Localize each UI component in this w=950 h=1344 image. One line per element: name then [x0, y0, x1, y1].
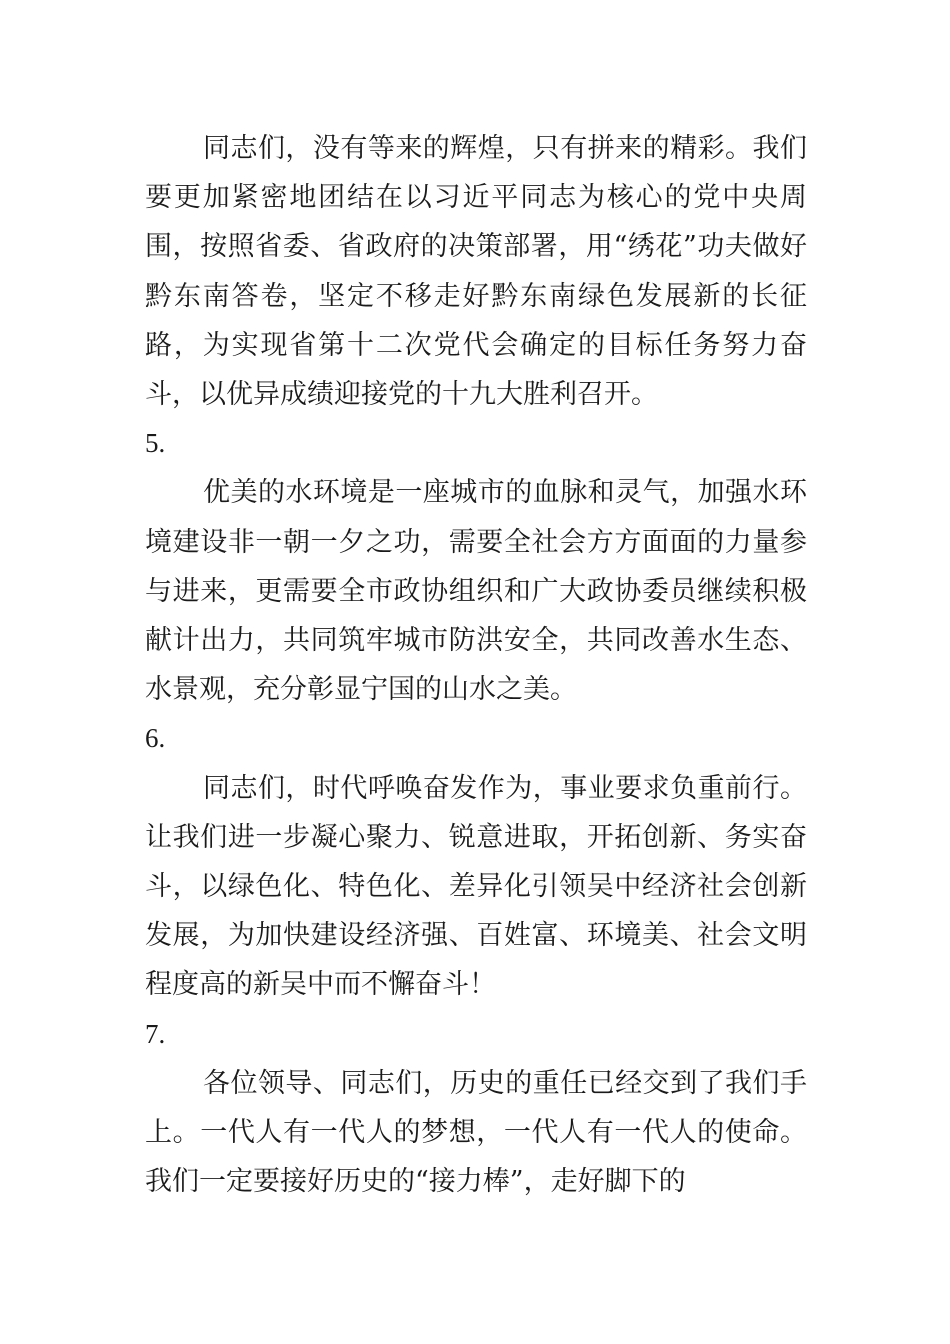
paragraph-closing-qiandongnan: 同志们，没有等来的辉煌，只有拼来的精彩。我们要更加紧密地团结在以习近平同志为核心的党中央周围，按照省委、省政府的决策部署，用“绣花”功夫做好黔东南答卷，坚定不移走好黔东南绿色发展新的长征路，为实现省第十二次党代会确定的目标任务努力奋斗，以优异成绩迎接党的十九大胜利召开。 [145, 133, 807, 411]
section-number-5: 5. [145, 428, 166, 459]
paragraph-wuzhong-development: 同志们，时代呼唤奋发作为，事业要求负重前行。让我们进一步凝心聚力、锐意进取，开拓创新、务实奋斗，以绿色化、特色化、差异化引领吴中经济社会创新发展，为加快建设经济强、百姓富、环境美、社会文明程度高的新吴中而不懈奋斗！ [145, 772, 807, 1001]
document-page [145, 124, 807, 1206]
paragraph-water-environment: 优美的水环境是一座城市的血脉和灵气，加强水环境建设非一朝一夕之功，需要全社会方方面面的力量参与进来，更需要全市政协组织和广大政协委员继续积极献计出力，共同筑牢城市防洪安全，共同改善水生态、水景观，充分彰显宁国的山水之美。 [145, 477, 807, 706]
section-number-6: 6. [145, 723, 166, 754]
paragraph-historical-mission: 各位领导、同志们，历史的重任已经交到了我们手上。一代人有一代人的梦想，一代人有一代人的使命。我们一定要接好历史的“接力棒”，走好脚下的 [145, 1067, 807, 1198]
section-number-7: 7. [145, 1018, 166, 1049]
